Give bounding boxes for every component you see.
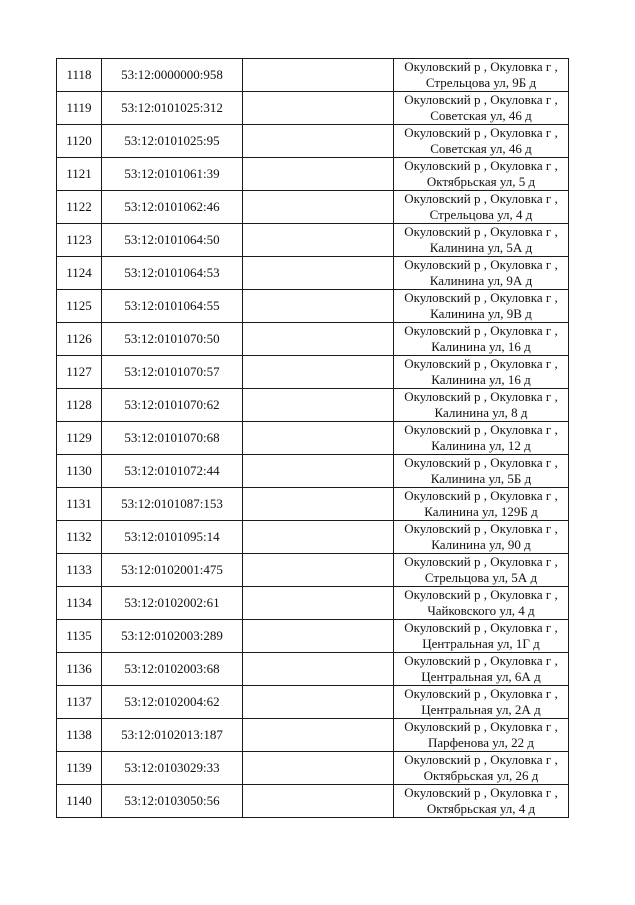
address-cell (394, 785, 569, 818)
table-row (57, 785, 569, 818)
empty-cell (243, 158, 394, 191)
address-line-street: Парфенова ул, 22 д (427, 735, 535, 750)
address-line-street: Чайковского ул, 4 д (427, 603, 535, 618)
table-row (57, 59, 569, 92)
row-number-cell: 1134 (57, 587, 102, 620)
address-line-district: Окуловский р , Окуловка г , (404, 389, 558, 404)
address-line-street: Стрельцова ул, 4 д (429, 207, 533, 222)
cadastral-number-cell: 53:12:0102001:475 (102, 554, 243, 587)
address-cell (394, 224, 569, 257)
address-line-street: Калинина ул, 9В д (430, 306, 532, 321)
address-cell (394, 653, 569, 686)
property-registry-table (56, 58, 569, 818)
address-line-district: Окуловский р , Окуловка г , (404, 455, 558, 470)
table-row (57, 455, 569, 488)
table-row (57, 752, 569, 785)
row-number-cell: 1125 (57, 290, 102, 323)
table-row (57, 356, 569, 389)
empty-cell (243, 356, 394, 389)
address-line-street: Центральная ул, 1Г д (422, 636, 540, 651)
empty-cell (243, 257, 394, 290)
address-line-street: Центральная ул, 6А д (421, 669, 541, 684)
address-line-district: Окуловский р , Окуловка г , (404, 290, 558, 305)
address-cell (394, 719, 569, 752)
empty-cell (243, 191, 394, 224)
address-line-street: Калинина ул, 16 д (431, 372, 531, 387)
address-line-district: Окуловский р , Окуловка г , (404, 191, 558, 206)
address-cell (394, 257, 569, 290)
cadastral-number-cell: 53:12:0101095:14 (102, 521, 243, 554)
cadastral-number-cell: 53:12:0101064:55 (102, 290, 243, 323)
address-line-district: Окуловский р , Окуловка г , (404, 224, 558, 239)
table-row (57, 620, 569, 653)
table-row (57, 158, 569, 191)
row-number-cell: 1124 (57, 257, 102, 290)
address-line-street: Калинина ул, 12 д (431, 438, 531, 453)
empty-cell (243, 554, 394, 587)
address-line-district: Окуловский р , Окуловка г , (404, 785, 558, 800)
address-line-district: Окуловский р , Окуловка г , (404, 719, 558, 734)
row-number-cell: 1130 (57, 455, 102, 488)
address-line-district: Окуловский р , Окуловка г , (404, 488, 558, 503)
table-row (57, 191, 569, 224)
address-line-district: Окуловский р , Окуловка г , (404, 587, 558, 602)
row-number-cell: 1120 (57, 125, 102, 158)
cadastral-number-cell: 53:12:0101070:50 (102, 323, 243, 356)
empty-cell (243, 389, 394, 422)
table-row (57, 554, 569, 587)
address-line-district: Окуловский р , Окуловка г , (404, 620, 558, 635)
address-line-street: Центральная ул, 2А д (421, 702, 541, 717)
cadastral-number-cell: 53:12:0101025:312 (102, 92, 243, 125)
row-number-cell: 1136 (57, 653, 102, 686)
address-cell (394, 488, 569, 521)
table-row (57, 125, 569, 158)
address-line-street: Октябрьская ул, 5 д (426, 174, 536, 189)
row-number-cell: 1139 (57, 752, 102, 785)
address-line-district: Окуловский р , Окуловка г , (404, 554, 558, 569)
address-cell (394, 158, 569, 191)
row-number-cell: 1119 (57, 92, 102, 125)
table-row (57, 587, 569, 620)
cadastral-number-cell: 53:12:0102003:289 (102, 620, 243, 653)
address-line-street: Калинина ул, 5А д (429, 240, 533, 255)
address-cell (394, 290, 569, 323)
row-number-cell: 1126 (57, 323, 102, 356)
cadastral-number-cell: 53:12:0103029:33 (102, 752, 243, 785)
empty-cell (243, 686, 394, 719)
address-line-street: Советская ул, 46 д (430, 108, 532, 123)
address-cell (394, 92, 569, 125)
row-number-cell: 1132 (57, 521, 102, 554)
address-line-district: Окуловский р , Окуловка г , (404, 257, 558, 272)
empty-cell (243, 92, 394, 125)
address-line-street: Калинина ул, 5Б д (430, 471, 532, 486)
empty-cell (243, 521, 394, 554)
address-cell (394, 422, 569, 455)
cadastral-number-cell: 53:12:0101025:95 (102, 125, 243, 158)
address-line-street: Октябрьская ул, 26 д (423, 768, 539, 783)
row-number-cell: 1133 (57, 554, 102, 587)
empty-cell (243, 587, 394, 620)
empty-cell (243, 719, 394, 752)
cadastral-number-cell: 53:12:0102002:61 (102, 587, 243, 620)
cadastral-number-cell: 53:12:0101070:68 (102, 422, 243, 455)
empty-cell (243, 752, 394, 785)
empty-cell (243, 785, 394, 818)
cadastral-number-cell: 53:12:0101064:53 (102, 257, 243, 290)
empty-cell (243, 488, 394, 521)
address-cell (394, 389, 569, 422)
cadastral-number-cell: 53:12:0101070:57 (102, 356, 243, 389)
table-row (57, 719, 569, 752)
address-cell (394, 323, 569, 356)
cadastral-number-cell: 53:12:0102013:187 (102, 719, 243, 752)
row-number-cell: 1122 (57, 191, 102, 224)
empty-cell (243, 224, 394, 257)
address-line-street: Стрельцова ул, 5А д (424, 570, 538, 585)
address-line-district: Окуловский р , Окуловка г , (404, 125, 558, 140)
empty-cell (243, 620, 394, 653)
row-number-cell: 1127 (57, 356, 102, 389)
address-cell (394, 521, 569, 554)
table-row (57, 389, 569, 422)
empty-cell (243, 653, 394, 686)
table-row (57, 653, 569, 686)
table-row (57, 521, 569, 554)
row-number-cell: 1123 (57, 224, 102, 257)
address-cell (394, 620, 569, 653)
address-line-street: Стрельцова ул, 9Б д (425, 75, 537, 90)
address-line-street: Калинина ул, 90 д (431, 537, 531, 552)
row-number-cell: 1138 (57, 719, 102, 752)
address-line-district: Окуловский р , Окуловка г , (404, 323, 558, 338)
row-number-cell: 1131 (57, 488, 102, 521)
address-line-street: Калинина ул, 16 д (431, 339, 531, 354)
cadastral-number-cell: 53:12:0101087:153 (102, 488, 243, 521)
cadastral-number-cell: 53:12:0103050:56 (102, 785, 243, 818)
address-line-district: Окуловский р , Окуловка г , (404, 422, 558, 437)
table-body (57, 59, 569, 818)
address-line-district: Окуловский р , Окуловка г , (404, 92, 558, 107)
address-line-street: Советская ул, 46 д (430, 141, 532, 156)
address-cell (394, 125, 569, 158)
row-number-cell: 1137 (57, 686, 102, 719)
row-number-cell: 1118 (57, 59, 102, 92)
table-row (57, 290, 569, 323)
address-line-street: Калинина ул, 8 д (434, 405, 528, 420)
address-line-district: Окуловский р , Окуловка г , (404, 653, 558, 668)
table-row (57, 257, 569, 290)
address-line-district: Окуловский р , Окуловка г , (404, 158, 558, 173)
address-line-street: Калинина ул, 129Б д (424, 504, 538, 519)
row-number-cell: 1128 (57, 389, 102, 422)
table-row (57, 224, 569, 257)
table-row (57, 686, 569, 719)
cadastral-number-cell: 53:12:0000000:958 (102, 59, 243, 92)
cadastral-number-cell: 53:12:0101061:39 (102, 158, 243, 191)
address-line-street: Октябрьская ул, 4 д (426, 801, 536, 816)
cadastral-number-cell: 53:12:0102003:68 (102, 653, 243, 686)
row-number-cell: 1121 (57, 158, 102, 191)
address-line-district: Окуловский р , Окуловка г , (404, 59, 558, 74)
address-line-district: Окуловский р , Окуловка г , (404, 356, 558, 371)
address-line-district: Окуловский р , Окуловка г , (404, 686, 558, 701)
cadastral-number-cell: 53:12:0102004:62 (102, 686, 243, 719)
empty-cell (243, 455, 394, 488)
address-line-district: Окуловский р , Окуловка г , (404, 521, 558, 536)
address-cell (394, 587, 569, 620)
row-number-cell: 1135 (57, 620, 102, 653)
cadastral-number-cell: 53:12:0101064:50 (102, 224, 243, 257)
address-cell (394, 686, 569, 719)
address-cell (394, 191, 569, 224)
empty-cell (243, 422, 394, 455)
address-line-street: Калинина ул, 9А д (429, 273, 533, 288)
empty-cell (243, 323, 394, 356)
cadastral-number-cell: 53:12:0101070:62 (102, 389, 243, 422)
address-cell (394, 356, 569, 389)
table-row (57, 92, 569, 125)
row-number-cell: 1129 (57, 422, 102, 455)
cadastral-number-cell: 53:12:0101072:44 (102, 455, 243, 488)
address-line-district: Окуловский р , Окуловка г , (404, 752, 558, 767)
empty-cell (243, 125, 394, 158)
address-cell (394, 554, 569, 587)
row-number-cell: 1140 (57, 785, 102, 818)
address-cell (394, 752, 569, 785)
table-row (57, 488, 569, 521)
table-row (57, 422, 569, 455)
address-cell (394, 59, 569, 92)
table-row (57, 323, 569, 356)
empty-cell (243, 290, 394, 323)
cadastral-number-cell: 53:12:0101062:46 (102, 191, 243, 224)
address-cell (394, 455, 569, 488)
empty-cell (243, 59, 394, 92)
